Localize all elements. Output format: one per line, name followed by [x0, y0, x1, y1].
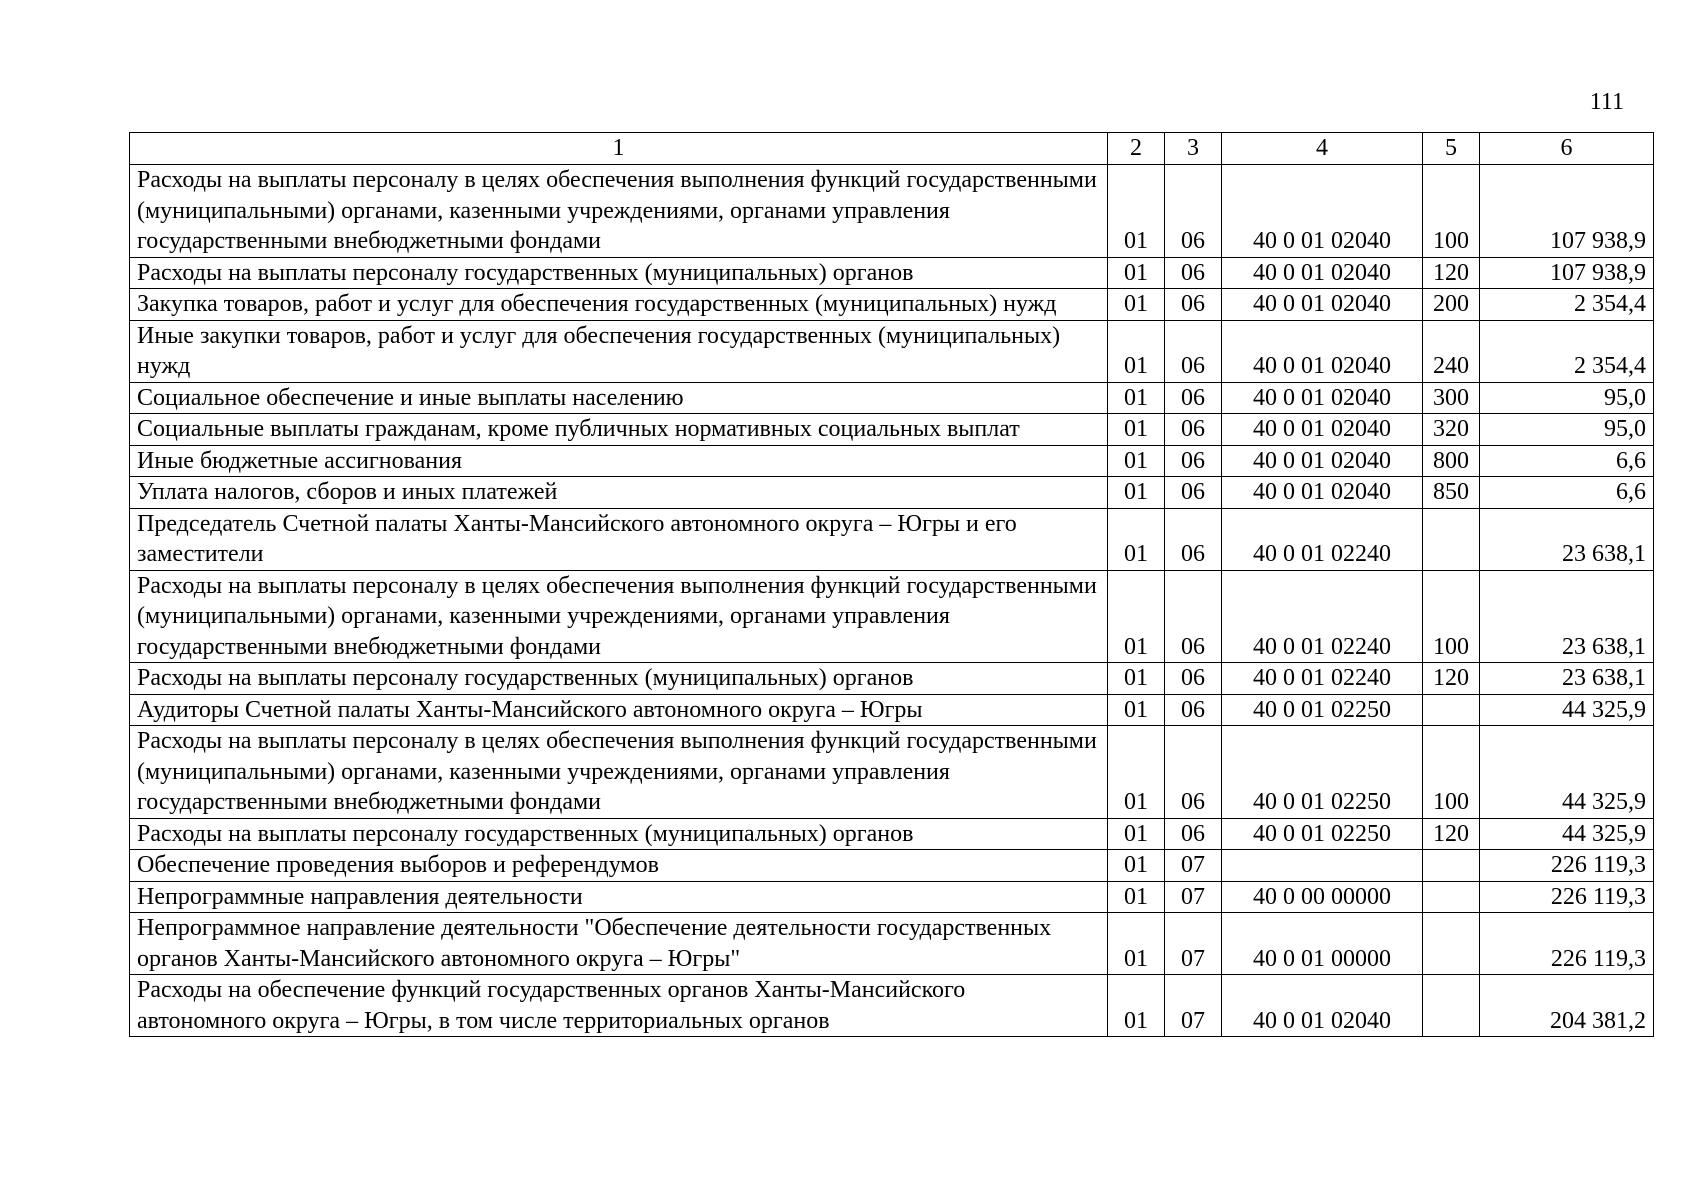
section-code-cell: 01	[1108, 913, 1165, 975]
subsection-code-cell: 06	[1165, 726, 1222, 819]
subsection-code-cell: 07	[1165, 881, 1222, 913]
expense-type-cell: 240	[1423, 320, 1480, 382]
column-header-3: 3	[1165, 133, 1222, 165]
table-row	[130, 508, 1654, 570]
expense-name-cell: Расходы на выплаты персоналу государственных (муниципальных) органов	[130, 257, 1108, 289]
expense-type-cell	[1423, 694, 1480, 726]
expense-type-cell: 100	[1423, 570, 1480, 663]
table-row	[130, 663, 1654, 695]
expense-name-cell: Председатель Счетной палаты Ханты-Мансийского автономного округа – Югры и его заместители	[130, 508, 1108, 570]
amount-cell: 107 938,9	[1480, 257, 1654, 289]
subsection-code-cell: 06	[1165, 477, 1222, 509]
subsection-code-cell: 06	[1165, 445, 1222, 477]
table-row	[130, 694, 1654, 726]
section-code-cell: 01	[1108, 663, 1165, 695]
expense-name-cell: Непрограммное направление деятельности "Обеспечение деятельности государственных органов Ханты-Мансийского автономного округа – Югры"	[130, 913, 1108, 975]
subsection-code-cell: 06	[1165, 165, 1222, 258]
section-code-cell: 01	[1108, 165, 1165, 258]
expense-type-cell: 120	[1423, 663, 1480, 695]
expense-name-cell: Иные бюджетные ассигнования	[130, 445, 1108, 477]
expense-type-cell	[1423, 975, 1480, 1037]
section-code-cell: 01	[1108, 382, 1165, 414]
subsection-code-cell: 06	[1165, 320, 1222, 382]
expense-type-cell: 300	[1423, 382, 1480, 414]
subsection-code-cell: 07	[1165, 975, 1222, 1037]
section-code-cell: 01	[1108, 320, 1165, 382]
expense-type-cell	[1423, 508, 1480, 570]
expense-type-cell: 100	[1423, 726, 1480, 819]
amount-cell: 95,0	[1480, 414, 1654, 446]
amount-cell: 2 354,4	[1480, 289, 1654, 321]
expense-name-cell: Уплата налогов, сборов и иных платежей	[130, 477, 1108, 509]
section-code-cell: 01	[1108, 445, 1165, 477]
expense-type-cell: 850	[1423, 477, 1480, 509]
expense-name-cell: Закупка товаров, работ и услуг для обеспечения государственных (муниципальных) нужд	[130, 289, 1108, 321]
section-code-cell: 01	[1108, 694, 1165, 726]
amount-cell: 23 638,1	[1480, 663, 1654, 695]
section-code-cell: 01	[1108, 570, 1165, 663]
target-article-cell: 40 0 01 02040	[1222, 320, 1423, 382]
table-row	[130, 414, 1654, 446]
amount-cell: 204 381,2	[1480, 975, 1654, 1037]
subsection-code-cell: 06	[1165, 257, 1222, 289]
section-code-cell: 01	[1108, 289, 1165, 321]
expense-type-cell	[1423, 850, 1480, 882]
table-row	[130, 570, 1654, 663]
expense-type-cell	[1423, 913, 1480, 975]
amount-cell: 23 638,1	[1480, 508, 1654, 570]
expense-name-cell: Расходы на выплаты персоналу в целях обеспечения выполнения функций государственными (муниципальными) органами, казенными учреждениями, органами управления государственными внебюджетными фондами	[130, 570, 1108, 663]
expense-name-cell: Расходы на выплаты персоналу государственных (муниципальных) органов	[130, 818, 1108, 850]
table-row	[130, 320, 1654, 382]
target-article-cell: 40 0 01 02240	[1222, 663, 1423, 695]
amount-cell: 44 325,9	[1480, 694, 1654, 726]
target-article-cell: 40 0 01 02240	[1222, 508, 1423, 570]
expense-type-cell: 800	[1423, 445, 1480, 477]
table-row	[130, 165, 1654, 258]
page-number: 111	[1589, 89, 1624, 115]
target-article-cell: 40 0 01 02040	[1222, 289, 1423, 321]
subsection-code-cell: 07	[1165, 913, 1222, 975]
subsection-code-cell: 06	[1165, 289, 1222, 321]
target-article-cell	[1222, 850, 1423, 882]
table-row	[130, 850, 1654, 882]
table-row	[130, 257, 1654, 289]
subsection-code-cell: 06	[1165, 694, 1222, 726]
expense-type-cell: 320	[1423, 414, 1480, 446]
section-code-cell: 01	[1108, 975, 1165, 1037]
target-article-cell: 40 0 01 02040	[1222, 445, 1423, 477]
subsection-code-cell: 06	[1165, 818, 1222, 850]
expense-type-cell: 200	[1423, 289, 1480, 321]
target-article-cell: 40 0 01 02040	[1222, 414, 1423, 446]
column-header-6: 6	[1480, 133, 1654, 165]
column-header-1: 1	[130, 133, 1108, 165]
table-row	[130, 382, 1654, 414]
subsection-code-cell: 06	[1165, 508, 1222, 570]
target-article-cell: 40 0 01 02040	[1222, 975, 1423, 1037]
table-row	[130, 726, 1654, 819]
section-code-cell: 01	[1108, 881, 1165, 913]
amount-cell: 44 325,9	[1480, 726, 1654, 819]
subsection-code-cell: 06	[1165, 570, 1222, 663]
target-article-cell: 40 0 01 00000	[1222, 913, 1423, 975]
subsection-code-cell: 06	[1165, 414, 1222, 446]
budget-table	[129, 132, 1654, 1037]
section-code-cell: 01	[1108, 726, 1165, 819]
table-row	[130, 913, 1654, 975]
table-row	[130, 975, 1654, 1037]
subsection-code-cell: 07	[1165, 850, 1222, 882]
section-code-cell: 01	[1108, 508, 1165, 570]
amount-cell: 6,6	[1480, 445, 1654, 477]
expense-name-cell: Расходы на выплаты персоналу государственных (муниципальных) органов	[130, 663, 1108, 695]
amount-cell: 226 119,3	[1480, 913, 1654, 975]
expense-name-cell: Непрограммные направления деятельности	[130, 881, 1108, 913]
expense-name-cell: Обеспечение проведения выборов и референдумов	[130, 850, 1108, 882]
target-article-cell: 40 0 00 00000	[1222, 881, 1423, 913]
amount-cell: 95,0	[1480, 382, 1654, 414]
subsection-code-cell: 06	[1165, 382, 1222, 414]
target-article-cell: 40 0 01 02250	[1222, 726, 1423, 819]
section-code-cell: 01	[1108, 818, 1165, 850]
target-article-cell: 40 0 01 02040	[1222, 382, 1423, 414]
expense-name-cell: Расходы на выплаты персоналу в целях обеспечения выполнения функций государственными (муниципальными) органами, казенными учреждениями, органами управления государственными внебюджетными фондами	[130, 165, 1108, 258]
expense-name-cell: Социальные выплаты гражданам, кроме публичных нормативных социальных выплат	[130, 414, 1108, 446]
section-code-cell: 01	[1108, 414, 1165, 446]
amount-cell: 226 119,3	[1480, 881, 1654, 913]
table-row	[130, 477, 1654, 509]
expense-name-cell: Социальное обеспечение и иные выплаты населению	[130, 382, 1108, 414]
subsection-code-cell: 06	[1165, 663, 1222, 695]
amount-cell: 23 638,1	[1480, 570, 1654, 663]
amount-cell: 2 354,4	[1480, 320, 1654, 382]
target-article-cell: 40 0 01 02040	[1222, 165, 1423, 258]
column-header-5: 5	[1423, 133, 1480, 165]
expense-type-cell: 120	[1423, 818, 1480, 850]
target-article-cell: 40 0 01 02040	[1222, 477, 1423, 509]
section-code-cell: 01	[1108, 477, 1165, 509]
amount-cell: 226 119,3	[1480, 850, 1654, 882]
table-row	[130, 818, 1654, 850]
table-row	[130, 881, 1654, 913]
expense-type-cell: 100	[1423, 165, 1480, 258]
target-article-cell: 40 0 01 02250	[1222, 694, 1423, 726]
column-header-2: 2	[1108, 133, 1165, 165]
table-row	[130, 289, 1654, 321]
expense-name-cell: Аудиторы Счетной палаты Ханты-Мансийского автономного округа – Югры	[130, 694, 1108, 726]
amount-cell: 6,6	[1480, 477, 1654, 509]
table-body	[130, 165, 1654, 1037]
target-article-cell: 40 0 01 02240	[1222, 570, 1423, 663]
section-code-cell: 01	[1108, 850, 1165, 882]
expense-type-cell: 120	[1423, 257, 1480, 289]
expense-type-cell	[1423, 881, 1480, 913]
header-row	[130, 133, 1654, 165]
expense-name-cell: Расходы на выплаты персоналу в целях обеспечения выполнения функций государственными (муниципальными) органами, казенными учреждениями, органами управления государственными внебюджетными фондами	[130, 726, 1108, 819]
target-article-cell: 40 0 01 02250	[1222, 818, 1423, 850]
table-row	[130, 445, 1654, 477]
expense-name-cell: Иные закупки товаров, работ и услуг для обеспечения государственных (муниципальных) нужд	[130, 320, 1108, 382]
expense-name-cell: Расходы на обеспечение функций государственных органов Ханты-Мансийского автономного округа – Югры, в том числе территориальных органов	[130, 975, 1108, 1037]
section-code-cell: 01	[1108, 257, 1165, 289]
amount-cell: 107 938,9	[1480, 165, 1654, 258]
target-article-cell: 40 0 01 02040	[1222, 257, 1423, 289]
column-header-4: 4	[1222, 133, 1423, 165]
amount-cell: 44 325,9	[1480, 818, 1654, 850]
